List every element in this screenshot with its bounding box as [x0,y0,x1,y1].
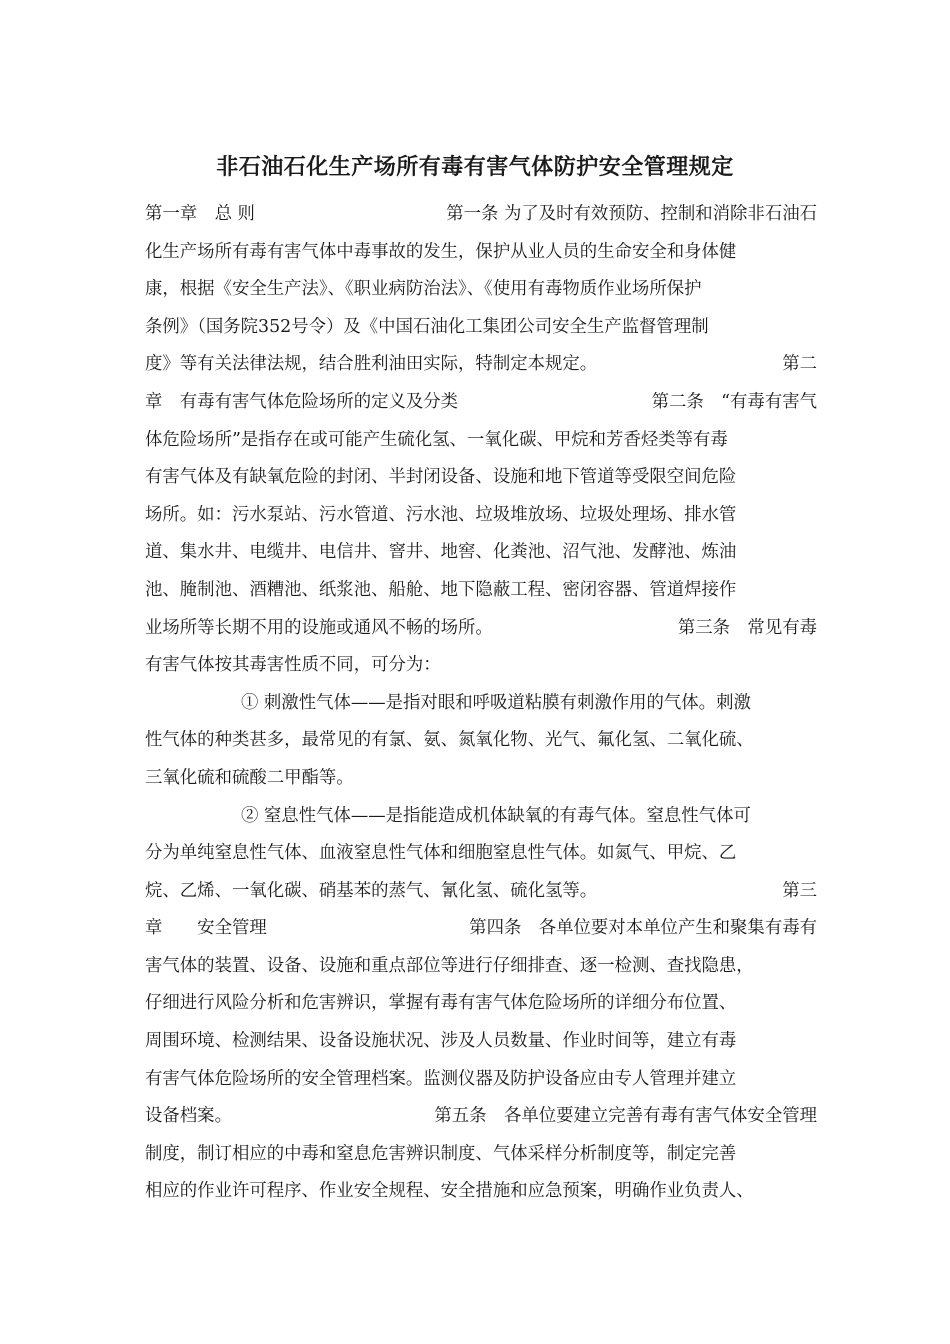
text-line [145,271,817,309]
text-line [145,798,817,836]
paragraph-text: 化生产场所有毒有害气体中毒事故的发生，保护从业人员的生命安全和身体健 [145,241,737,262]
paragraph-text: 性气体的种类甚多，最常见的有氯、氨、氮氧化物、光气、氟化氢、二氧化硫、 [145,730,754,751]
text-line [145,459,817,497]
text-line [145,309,817,347]
text-line [145,722,817,760]
paragraph-text: 有害气体危险场所的安全管理档案。监测仪器及防护设备应由专人管理并建立 [145,1068,737,1089]
chapter-heading: 章 有毒有害气体危险场所的定义及分类 [145,391,459,412]
text-line [145,835,817,873]
text-line [145,1023,817,1061]
text-line [145,1098,817,1136]
paragraph-text: 池、腌制池、酒糟池、纸浆池、船舱、地下隐蔽工程、密闭容器、管道焊接作 [145,579,737,600]
text-line [145,384,817,422]
paragraph-text: 场所。如：污水泵站、污水管道、污水池、垃圾堆放场、垃圾处理场、排水管 [145,504,737,525]
text-line [145,985,817,1023]
list-item-text: ② 窒息性气体——是指能造成机体缺氧的有毒气体。窒息性气体可 [241,805,751,826]
text-line [145,422,817,460]
paragraph-text: 仔细进行风险分析和危害辨识，掌握有毒有害气体危险场所的详细分布位置、 [145,993,737,1014]
paragraph-text: 康，根据《安全生产法》、《职业病防治法》、《使用有毒物质作业场所保护 [145,279,702,300]
text-line [145,910,817,948]
document-title: 非石油石化生产场所有毒有害气体防护安全管理规定 [216,155,734,180]
paragraph-text: 道、集水井、电缆井、电信井、窨井、地窖、化粪池、沼气池、发酵池、炼油 [145,542,737,563]
paragraph-text: 度》等有关法律法规，结合胜利油田实际，特制定本规定。 [145,354,598,375]
text-line [145,685,817,723]
paragraph-text: 分为单纯窒息性气体、血液窒息性气体和细胞窒息性气体。如氮气、甲烷、乙 [145,843,737,864]
paragraph-text: 条例》（国务院352号令）及《中国石油化工集团公司安全生产监督管理制 [145,316,709,337]
text-line [145,196,817,234]
paragraph-text: 烷、乙烯、一氧化碳、硝基苯的蒸气、氰化氢、硫化氢等。 [145,880,598,901]
list-item-text: ① 刺激性气体——是指对眼和呼吸道粘膜有刺激作用的气体。刺激 [241,692,751,713]
article-text: 第四条 各单位要对本单位产生和聚集有毒有 [469,918,817,939]
article-text: 第一条 为了及时有效预防、控制和消除非石油石 [446,204,817,224]
paragraph-text: 三氧化硫和硫酸二甲酯等。 [145,767,354,788]
text-line [145,534,817,572]
chapter-heading: 第二 [782,354,817,375]
text-line [145,497,817,535]
document-body [145,196,817,1211]
paragraph-text: 周围环境、检测结果、设备设施状况、涉及人员数量、作业时间等，建立有毒 [145,1031,737,1052]
text-line [145,1136,817,1174]
text-line [145,948,817,986]
article-text: 第二条 “有毒有害气 [651,391,817,412]
article-text: 第五条 各单位要建立完善有毒有害气体安全管理 [434,1106,817,1127]
text-line [145,234,817,272]
paragraph-text: 害气体的装置、设备、设施和重点部位等进行仔细排查、逐一检测、查找隐患， [145,955,754,976]
chapter-heading: 第一章 总 则 [145,204,255,224]
paragraph-text: 有害气体及有缺氧危险的封闭、半封闭设备、设施和地下管道等受限空间危险 [145,467,737,488]
article-text: 第三条 常见有毒 [677,617,817,638]
text-line [145,760,817,798]
paragraph-text: 相应的作业许可程序、作业安全规程、安全措施和应急预案，明确作业负责人、 [145,1181,754,1202]
text-line [145,647,817,685]
paragraph-text: 有害气体按其毒害性质不同，可分为： [145,655,441,676]
chapter-heading: 章 安全管理 [145,918,267,939]
text-line [145,572,817,610]
text-line [145,1061,817,1099]
text-line [145,610,817,648]
text-line [145,346,817,384]
text-line [145,873,817,911]
paragraph-text: 体危险场所”是指存在或可能产生硫化氢、一氧化碳、甲烷和芳香烃类等有毒 [145,429,728,450]
text-line [145,1173,817,1211]
chapter-heading: 第三 [782,880,817,901]
paragraph-text: 业场所等长期不用的设施或通风不畅的场所。 [145,617,493,638]
paragraph-text: 设备档案。 [145,1106,232,1127]
paragraph-text: 制度，制订相应的中毒和窒息危害辨识制度、气体采样分析制度等，制定完善 [145,1143,737,1164]
